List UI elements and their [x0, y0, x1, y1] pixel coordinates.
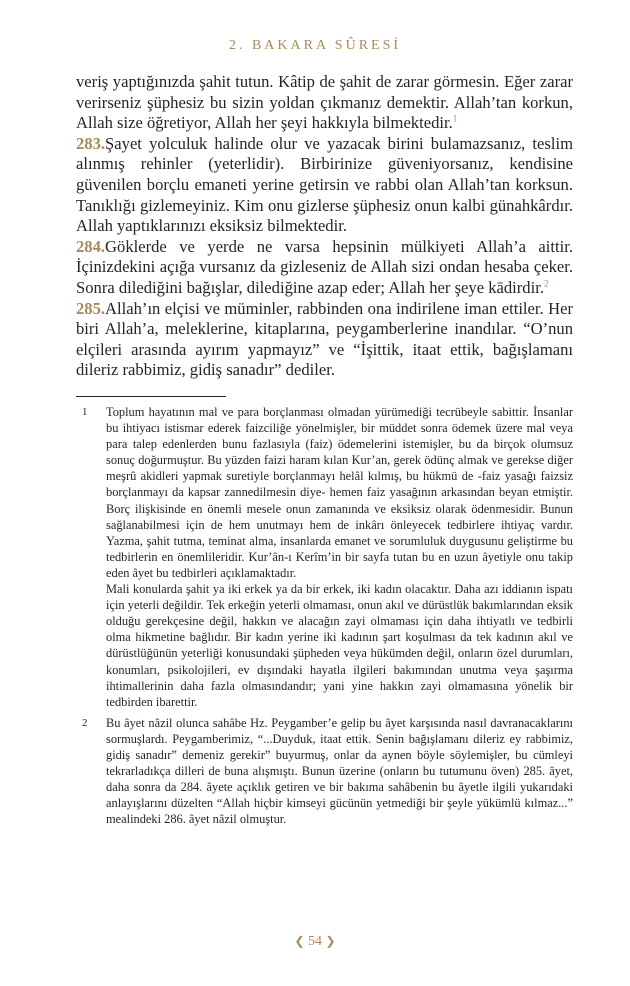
verse-text: Allah’ın elçisi ve müminler, rabbinden ona indirilene iman ettiler. Her biri Allah’a, meleklerine, kitaplarına, peygamberlerine inandılar. “O’nun elçileri arasında ayırım yapmayız” ve “İşittik, itaat ettik, bağışlamanı dileriz rabbimiz, gidiş sanadır” dediler. — [76, 298, 573, 380]
ornament-left-icon: ❮ — [294, 934, 305, 948]
running-header: 2. BAKARA SÛRESİ — [228, 38, 402, 53]
verse-283 — [76, 134, 573, 237]
footnote-ref-2[interactable]: 2 — [543, 278, 549, 289]
footnote-1 — [76, 404, 573, 710]
footnote-number: 1 — [82, 406, 88, 418]
footnote-ref-1[interactable]: 1 — [452, 113, 458, 124]
footnotes-block — [76, 404, 573, 832]
verse-285 — [76, 299, 573, 381]
main-text-block — [76, 72, 573, 381]
verse-number: 283. — [76, 133, 106, 153]
verse-continuation — [76, 72, 573, 134]
footnote-number: 2 — [82, 716, 88, 729]
page-number: 54 — [308, 934, 322, 949]
verse-number: 284. — [76, 236, 106, 256]
footnote-body — [106, 715, 573, 828]
footnote-divider — [76, 396, 226, 397]
verse-284 — [76, 237, 573, 299]
footnote-paragraph: Mali konularda şahit ya iki erkek ya da bir erkek, iki kadın olacaktır. Daha azı iddianın ispatı için yeterli değildir. Tek erkeğin yeterli olmaması, onun akıl ve dürüstlük bakımlarından eksik olduğu gerekçesine değil, hakkın ve alacağın zayi olmaması için daha ihtiyatlı ve tedbirli olma hikmetine bağlıdır. Bir kadın yerine iki kadının şart koşulması da tek kadının akıl ve dürüstlüğünün yeterliği konusundaki şüpheden veya hükümden değil, onların özel durumları, konumları, psikolojileri, ev dışındaki hayatla ilgileri bakımından unutma veya şaşırma ihtimallerinin daha fazla olmasındandır; yani yine hakkın zayi olmamasına yönelik bir tedbirden ibarettir. — [106, 582, 573, 709]
intro-text: veriş yaptığınızda şahit tutun. Kâtip de şahit de zarar görmesin. Eğer zarar verirseniz şüphesiz bu sizin yoldan çıkmanız demektir. Allah’tan korkun, Allah size öğretiyor, Allah her şeyi hakkıyla bilmektedir. — [76, 72, 573, 133]
footnote-2 — [76, 715, 573, 828]
footnote-paragraph: Toplum hayatının mal ve para borçlanması olmadan yürümediği tecrübeyle sabittir. İnsanlar bu ihtiyacı istismar ederek faizciliğe yönelmişler, bir müddet sonra ödemek üzere mal veya para talep edenlerden bunu fazlasıyla (faiz) ödemelerini istemişler, bu da birçok olumsuz sonuç doğurmuştur. Bu yüzden faizi haram kılan Kur’an, gerek ödünç almak ve gerekse diğer meşrû akidleri yapmak suretiyle borçlanmayı helâl kılmış, bu hükmü de -faiz yasağı faizsiz borçlanmayı da kapsar zannedilmesin diye- hemen faiz yasağının arkasından beyan etmiştir. Borç ilişkisinde en önemli mesele onun zamanında ve eksiksiz olarak ödenmesidir. Bunun sağlanabilmesi için de hem unutmayı hem de inkârı önleyecek tedbirlere ihtiyaç vardır. Yazma, şahit tutma, teminat alma, insanlarda emanet ve sorumluluk duygusunu geliştirme bu tedbirlerin en önemlileridir. Kur’ân-ı Kerîm’in bir sayfa tutan bu en uzun âyetiyle onu takip eden âyet bu tedbirleri açıklamaktadır. — [106, 405, 573, 580]
page-number-footer — [0, 934, 630, 950]
verse-text: Şayet yolculuk halinde olur ve yazacak birini bulamazsanız, teslim alınmış rehinler (yeterlidir). Birbirinize güveniyorsanız, kendisine güvenilen borçlu emaneti yerine getirsin ve rabbi olan Allah’tan korksun. Tanıklığı gizlemeyiniz. Kim onu gizlerse şüphesiz onun kalbi günahkârdır. Allah yaptıklarınızı eksiksiz bilmektedir. — [76, 133, 573, 236]
verse-number: 285. — [76, 298, 106, 318]
footnote-body — [106, 404, 573, 710]
footnote-paragraph: Bu âyet nâzil olunca sahâbe Hz. Peygamber’e gelip bu âyet karşısında nasıl davranacaklarını sormuşlardı. Peygamberimiz, “...Duyduk, itaat ettik. Senin bağışlamanı dileriz ey rabbimiz, gidiş sanadır” demeniz gerekir” buyurmuş, onlar da aynen böyle söylemişler, bu cümleyi tekrarladıkça dilleri de buna alışmıştı. Bunun üzerine (onların bu tutumunu öven) 285. âyet, daha sonra da 284. âyete açıklık getiren ve bir bakıma sahâbenin bu âyetle ilgili yukarıdaki anlayışlarını düzelten “Allah hiçbir kimseyi gücünün yetmediği bir şeyle yükümlü kılmaz...” mealindeki 286. âyet nâzil olmuştur. — [106, 715, 573, 827]
ornament-right-icon: ❯ — [325, 934, 336, 948]
verse-text: Göklerde ve yerde ne varsa hepsinin mülkiyeti Allah’a aittir. İçinizdekini açığa vursanız da gizleseniz de Allah sizi ondan hesaba çeker. Sonra dilediğini bağışlar, dilediğine azap eder; Allah her şeye kādirdir. — [76, 236, 573, 297]
